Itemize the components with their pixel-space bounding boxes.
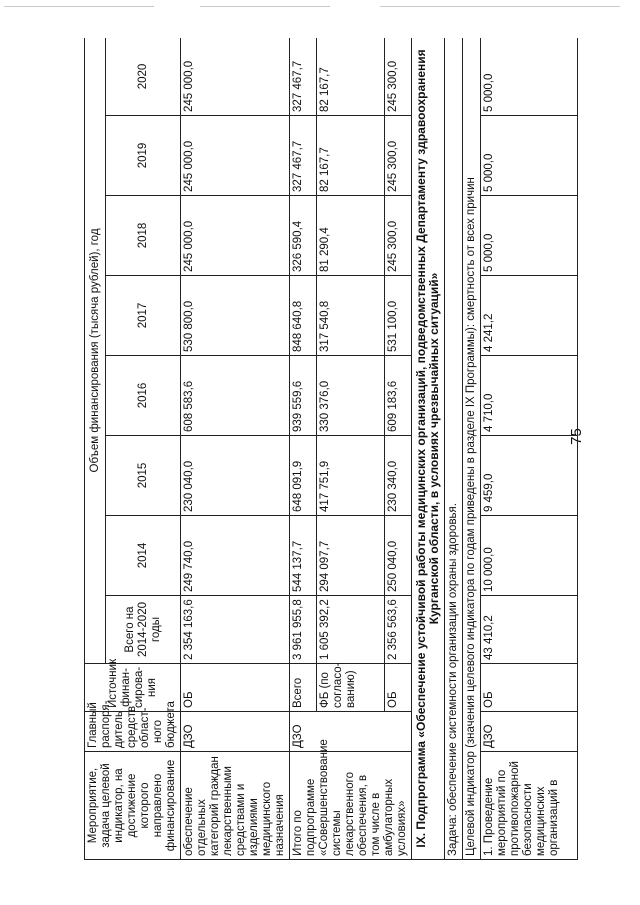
item1-manager: ДЗО xyxy=(481,712,578,752)
row-value: 245 000,0 xyxy=(181,38,290,116)
header-year: 2016 xyxy=(106,356,181,436)
indicator-text: Целевой индикатор (значения целевого индикатора по годам приведены в разделе IX Программы): смертность от всех причин xyxy=(463,38,481,860)
itogo-value: 250 040,0 xyxy=(384,516,411,596)
item1-value: 4 710,0 xyxy=(481,356,578,436)
itogo-value: 544 137,7 xyxy=(290,516,317,596)
item1-value: 9 459,0 xyxy=(481,436,578,516)
header-volume: Объем финансирования (тысяча рублей), год xyxy=(85,38,106,664)
row-value: 608 583,6 xyxy=(181,356,290,436)
item1-value: 5 000,0 xyxy=(481,38,578,116)
header-year: 2020 xyxy=(106,38,181,116)
task-text: Задача: обеспечение системности организации охраны здоровья. xyxy=(445,38,463,860)
header-year: 2017 xyxy=(106,276,181,356)
itogo-value: 245 300,0 xyxy=(384,38,411,116)
itogo-value: 326 590,4 xyxy=(290,196,317,276)
row-manager: ДЗО xyxy=(181,712,290,752)
itogo-manager: ДЗО xyxy=(290,712,412,752)
itogo-source: Всего xyxy=(290,664,317,712)
itogo-total: 1 605 392,2 xyxy=(317,596,384,664)
header-row xyxy=(85,38,106,860)
item1-value: 10 000,0 xyxy=(481,516,578,596)
row-value: 230 040,0 xyxy=(181,436,290,516)
itogo-row xyxy=(290,38,317,860)
itogo-value: 82 167,7 xyxy=(317,116,384,196)
itogo-value: 327 467,7 xyxy=(290,38,317,116)
indicator-row xyxy=(463,38,481,860)
itogo-value: 81 290,4 xyxy=(317,196,384,276)
financing-table xyxy=(84,38,578,860)
itogo-value: 245 300,0 xyxy=(384,196,411,276)
header-year: 2019 xyxy=(106,116,181,196)
financing-table-sheet xyxy=(84,38,636,860)
row-value: 245 000,0 xyxy=(181,196,290,276)
itogo-total: 2 356 563,6 xyxy=(384,596,411,664)
itogo-measure: Итого по подпрограмме «Совершенствование системы лекарственного обеспечения, в том числе в амбулаторных условиях» xyxy=(290,752,412,860)
item1-total: 43 410,2 xyxy=(481,596,578,664)
itogo-value: 294 097,7 xyxy=(317,516,384,596)
itogo-value: 531 100,0 xyxy=(384,276,411,356)
subprogram-title-row xyxy=(412,38,445,860)
scan-edge-line xyxy=(380,6,620,7)
page-number: 75 xyxy=(567,428,585,445)
itogo-value: 848 640,8 xyxy=(290,276,317,356)
itogo-source: ОБ xyxy=(384,664,411,712)
itogo-source: ФБ (по согласо-ванию) xyxy=(317,664,384,712)
header-year: 2014 xyxy=(106,516,181,596)
row-value: 530 800,0 xyxy=(181,276,290,356)
row-measure: обеспечение отдельных категорий граждан лекарственными средствами и изделиями медицинского назначения xyxy=(181,752,290,860)
item1-value: 5 000,0 xyxy=(481,116,578,196)
row-total: 2 354 163,6 xyxy=(181,596,290,664)
itogo-value: 417 751,9 xyxy=(317,436,384,516)
itogo-value: 648 091,9 xyxy=(290,436,317,516)
item1-source: ОБ xyxy=(481,664,578,712)
itogo-value: 230 340,0 xyxy=(384,436,411,516)
item1-measure: 1. Проведение мероприятий по противопожарной безопасности медицинских организаций в xyxy=(481,752,578,860)
header-source: Источник финан-сирова-ния xyxy=(85,664,181,712)
itogo-value: 82 167,7 xyxy=(317,38,384,116)
itogo-value: 609 183,6 xyxy=(384,356,411,436)
row-value: 249 740,0 xyxy=(181,516,290,596)
itogo-value: 245 300,0 xyxy=(384,116,411,196)
table-row xyxy=(181,38,290,860)
scan-edge-line xyxy=(200,6,330,7)
scan-edge-line xyxy=(4,6,154,7)
itogo-value: 939 559,6 xyxy=(290,356,317,436)
itogo-value: 330 376,0 xyxy=(317,356,384,436)
rotated-page xyxy=(84,38,636,860)
item1-value: 5 000,0 xyxy=(481,196,578,276)
header-total: Всего на 2014-2020 годы xyxy=(106,596,181,664)
header-year: 2018 xyxy=(106,196,181,276)
header-manager: Главный распоря-дитель средств област-ного бюджета xyxy=(85,712,181,752)
item1-value: 4 241,2 xyxy=(481,276,578,356)
task-row xyxy=(445,38,463,860)
itogo-total: 3 961 955,8 xyxy=(290,596,317,664)
row-value: 245 000,0 xyxy=(181,116,290,196)
row-source: ОБ xyxy=(181,664,290,712)
itogo-value: 327 467,7 xyxy=(290,116,317,196)
header-year: 2015 xyxy=(106,436,181,516)
itogo-value: 317 540,8 xyxy=(317,276,384,356)
table-row xyxy=(481,38,578,860)
header-measure: Мероприятие, задача целевой индикатор, на достижение которого направлено финансирование xyxy=(85,752,181,860)
subprogram-title: IX. Подпрограмма «Обеспечение устойчивой работы медицинских организаций, подведомственных Департаменту здравоохранения Курганской области, в условиях чрезвычайных ситуаций» xyxy=(412,38,445,860)
